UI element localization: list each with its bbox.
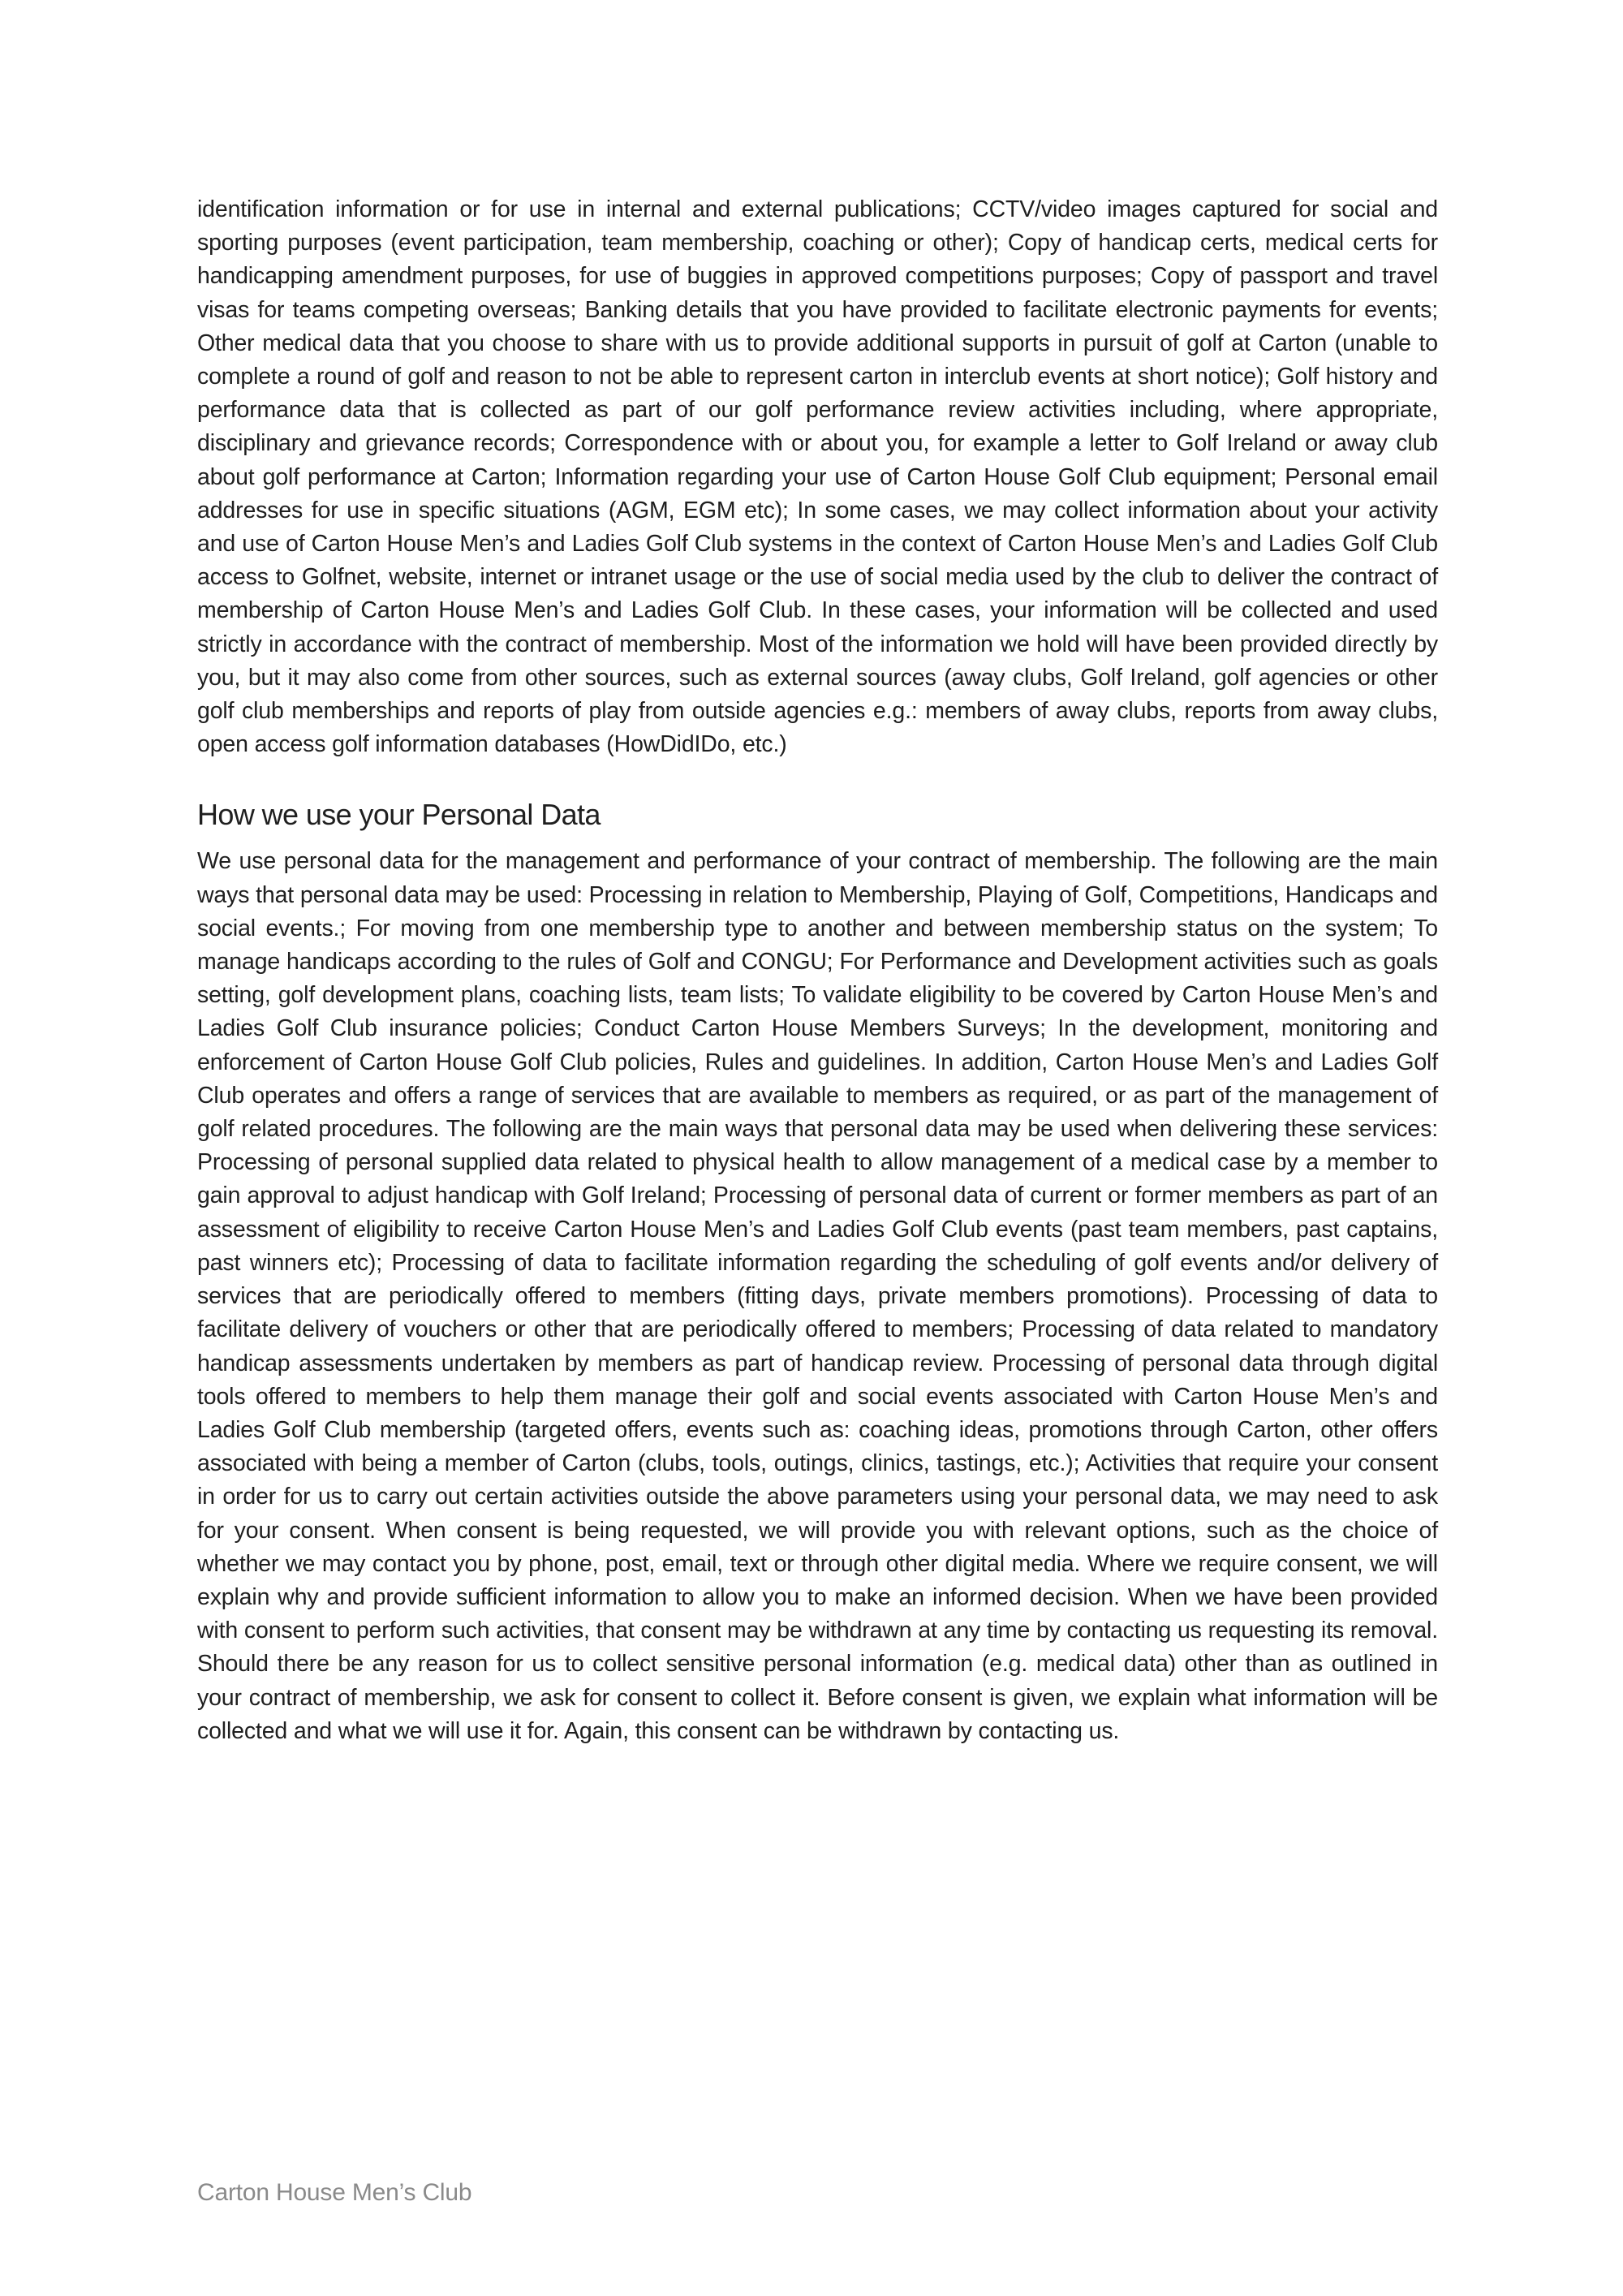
page-footer: Carton House Men’s Club xyxy=(197,2179,472,2206)
intro-paragraph: identification information or for use in internal and external publications; CCTV/video images captured for social and sporting purposes (event participation, team membership, coaching or other); Copy of handicap certs, medical certs for handicapping amendment purposes, for use of buggies in approved competitions purposes; Copy of passport and travel visas for teams competing overseas; Banking details that you have provided to facilitate electronic payments for events; Other medical data that you choose to share with us to provide additional supports in pursuit of golf at Carton (unable to complete a round of golf and reason to not be able to represent carton in interclub events at short notice); Golf history and performance data that is collected as part of our golf performance review activities including, where appropriate, disciplinary and grievance records; Correspondence with or about you, for example a letter to Golf Ireland or away club about golf performance at Carton; Information regarding your use of Carton House Golf Club equipment; Personal email addresses for use in specific situations (AGM, EGM etc); In some cases, we may collect information about your activity and use of Carton House Men’s and Ladies Golf Club systems in the context of Carton House Men’s and Ladies Golf Club access to Golfnet, website, internet or intranet usage or the use of social media used by the club to deliver the contract of membership of Carton House Men’s and Ladies Golf Club. In these cases, your information will be collected and used strictly in accordance with the contract of membership. Most of the information we hold will have been provided directly by you, but it may also come from other sources, such as external sources (away clubs, Golf Ireland, golf agencies or other golf club memberships and reports of play from outside agencies e.g.: members of away clubs, reports from away clubs, open access golf information databases (HowDidIDo, etc.) xyxy=(197,196,1438,758)
section-paragraph: We use personal data for the management and performance of your contract of membership. The following are the main ways that personal data may be used: Processing in relation to Membership, Playing of Golf, Competitions, Handicaps and social events.; For moving from one membership type to another and between membership status on the system; To manage handicaps according to the rules of Golf and CONGU; For Performance and Development activities such as goals setting, golf development plans, coaching lists, team lists; To validate eligibility to be covered by Carton House Men’s and Ladies Golf Club insurance policies; Conduct Carton House Members Surveys; In the development, monitoring and enforcement of Carton House Golf Club policies, Rules and guidelines. In addition, Carton House Men’s and Ladies Golf Club operates and offers a range of services that are available to members as required, or as part of the management of golf related procedures. The following are the main ways that personal data may be used when delivering these services: Processing of personal supplied data related to physical health to allow management of a medical case by a member to gain approval to adjust handicap with Golf Ireland; Processing of personal data of current or former members as part of an assessment of eligibility to receive Carton House Men’s and Ladies Golf Club events (past team members, past captains, past winners etc); Processing of data to facilitate information regarding the scheduling of golf events and/or delivery of services that are periodically offered to members (fitting days, private members promotions). Processing of data to facilitate delivery of vouchers or other that are periodically offered to members; Processing of data related to mandatory handicap assessments undertaken by members as part of handicap review. Processing of personal data through digital tools offered to members to help them manage their golf and social events associated with Carton House Men’s and Ladies Golf Club membership (targeted offers, events such as: coaching ideas, promotions through Carton, other offers associated with being a member of Carton (clubs, tools, outings, clinics, tastings, etc.); Activities that require your consent in order for us to carry out certain activities outside the above parameters using your personal data, we may need to ask for your consent. When consent is being requested, we will provide you with relevant options, such as the choice of whether we may contact you by phone, post, email, text or through other digital media. Where we require consent, we will explain why and provide sufficient information to allow you to make an informed decision. When we have been provided with consent to perform such activities, that consent may be withdrawn at any time by contacting us requesting its removal. Should there be any reason for us to collect sensitive personal information (e.g. medical data) other than as outlined in your contract of membership, we ask for consent to collect it. Before consent is given, we explain what information will be collected and what we will use it for. Again, this consent can be withdrawn by contacting us. xyxy=(197,848,1438,1744)
document-body xyxy=(197,193,1438,1748)
section-heading: How we use your Personal Data xyxy=(197,798,601,832)
